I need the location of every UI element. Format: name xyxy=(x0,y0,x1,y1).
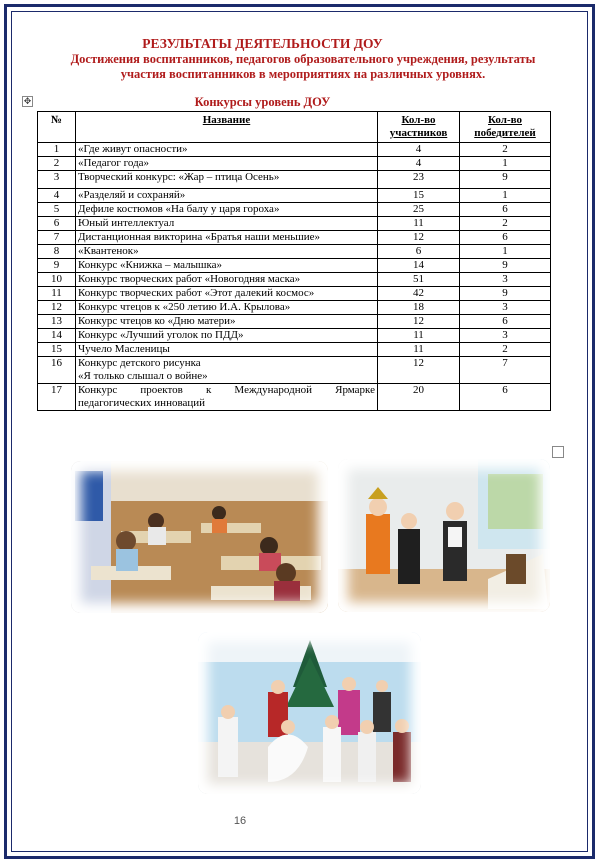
row-number: 14 xyxy=(38,329,76,343)
contest-name: «Педагог года» xyxy=(76,157,378,171)
table-row xyxy=(38,357,551,384)
winners-count: 3 xyxy=(460,273,551,287)
table-row xyxy=(38,384,551,411)
winners-count: 3 xyxy=(460,329,551,343)
contest-name: Юный интеллектуал xyxy=(76,217,378,231)
row-number: 1 xyxy=(38,143,76,157)
participants-count: 11 xyxy=(378,343,460,357)
participants-count: 11 xyxy=(378,217,460,231)
participants-count: 4 xyxy=(378,157,460,171)
table-row xyxy=(38,157,551,171)
row-number: 4 xyxy=(38,189,76,203)
row-number: 17 xyxy=(38,384,76,411)
column-header-name: Название xyxy=(76,112,378,143)
contest-name-cont: «Я только слышал о войне» xyxy=(78,370,208,382)
table-row xyxy=(38,259,551,273)
contest-name: Конкурс чтецов к «250 летию И.А. Крылова» xyxy=(76,301,378,315)
participants-count: 4 xyxy=(378,143,460,157)
participants-count: 51 xyxy=(378,273,460,287)
table-row xyxy=(38,273,551,287)
row-number: 16 xyxy=(38,357,76,384)
row-number: 7 xyxy=(38,231,76,245)
participants-count: 25 xyxy=(378,203,460,217)
contest-name: Чучело Масленицы xyxy=(76,343,378,357)
table-row xyxy=(38,203,551,217)
table-row xyxy=(38,301,551,315)
column-header-participants: Кол-во участников xyxy=(378,112,460,143)
winners-count: 1 xyxy=(460,245,551,259)
contest-name: Конкурс детского рисунка xyxy=(78,357,201,369)
table-resize-handle[interactable] xyxy=(552,446,564,458)
section-title: Конкурсы уровень ДОУ xyxy=(194,95,331,109)
contest-name: «Квантенок» xyxy=(76,245,378,259)
contest-name: Конкурс проектов к Международной Ярмарке xyxy=(78,384,375,396)
contest-name-cell xyxy=(76,384,378,411)
row-number: 6 xyxy=(38,217,76,231)
row-number: 5 xyxy=(38,203,76,217)
participants-count: 11 xyxy=(378,329,460,343)
contest-name: Конкурс творческих работ «Новогодняя маска» xyxy=(76,273,378,287)
table-body xyxy=(38,143,551,411)
participants-count: 20 xyxy=(378,384,460,411)
row-number: 2 xyxy=(38,157,76,171)
winners-count: 2 xyxy=(460,143,551,157)
subtitle-line: участия воспитанников в мероприятиях на различных уровнях. xyxy=(120,67,486,81)
column-header-winners: Кол-во победителей xyxy=(460,112,551,143)
row-number: 13 xyxy=(38,315,76,329)
column-header-number: № xyxy=(38,112,76,143)
page-number: 16 xyxy=(233,815,247,827)
row-number: 12 xyxy=(38,301,76,315)
participants-count: 23 xyxy=(378,171,460,189)
contest-name-cont: педагогических инноваций xyxy=(78,397,206,409)
winners-count: 1 xyxy=(460,157,551,171)
photo-vignette xyxy=(198,632,421,794)
document-subtitle xyxy=(36,52,570,82)
row-number: 15 xyxy=(38,343,76,357)
document-title: РЕЗУЛЬТАТЫ ДЕЯТЕЛЬНОСТИ ДОУ xyxy=(142,36,383,51)
photo-children-costumes xyxy=(338,459,550,612)
table-row xyxy=(38,217,551,231)
contest-name-cell xyxy=(76,357,378,384)
winners-count: 7 xyxy=(460,357,551,384)
contest-name: Дистанционная викторина «Братья наши меньшие» xyxy=(76,231,378,245)
photo-vignette xyxy=(338,459,550,612)
contest-name: Конкурс чтецов ко «Дню матери» xyxy=(76,315,378,329)
winners-count: 6 xyxy=(460,384,551,411)
winners-count: 2 xyxy=(460,217,551,231)
row-number: 11 xyxy=(38,287,76,301)
table-row xyxy=(38,231,551,245)
winners-count: 6 xyxy=(460,231,551,245)
row-number: 10 xyxy=(38,273,76,287)
row-number: 3 xyxy=(38,171,76,189)
row-number: 9 xyxy=(38,259,76,273)
contest-name: Конкурс «Лучший уголок по ПДД» xyxy=(76,329,378,343)
winners-count: 9 xyxy=(460,171,551,189)
contest-name: Творческий конкурс: «Жар – птица Осень» xyxy=(76,171,378,189)
winners-count: 2 xyxy=(460,343,551,357)
photo-children-at-desks xyxy=(71,461,328,613)
table-header-row xyxy=(38,112,551,143)
photo-vignette xyxy=(71,461,328,613)
table-row xyxy=(38,143,551,157)
table-row xyxy=(38,315,551,329)
winners-count: 1 xyxy=(460,189,551,203)
contest-name: «Где живут опасности» xyxy=(76,143,378,157)
table-row xyxy=(38,189,551,203)
photo-new-year-celebration xyxy=(198,632,421,794)
participants-count: 14 xyxy=(378,259,460,273)
table-row xyxy=(38,343,551,357)
participants-count: 42 xyxy=(378,287,460,301)
table-row xyxy=(38,329,551,343)
table-row xyxy=(38,171,551,189)
row-number: 8 xyxy=(38,245,76,259)
participants-count: 12 xyxy=(378,357,460,384)
participants-count: 12 xyxy=(378,315,460,329)
subtitle-line: Достижения воспитанников, педагогов образовательного учреждения, результаты xyxy=(70,52,536,66)
winners-count: 6 xyxy=(460,203,551,217)
winners-count: 9 xyxy=(460,259,551,273)
participants-count: 15 xyxy=(378,189,460,203)
participants-count: 18 xyxy=(378,301,460,315)
contest-name: Конкурс «Книжка – малышка» xyxy=(76,259,378,273)
table-move-handle-icon[interactable]: ✥ xyxy=(23,97,32,107)
winners-count: 3 xyxy=(460,301,551,315)
participants-count: 6 xyxy=(378,245,460,259)
contest-name: Дефиле костюмов «На балу у царя гороха» xyxy=(76,203,378,217)
contest-name: Конкурс творческих работ «Этот далекий космос» xyxy=(76,287,378,301)
participants-count: 12 xyxy=(378,231,460,245)
winners-count: 9 xyxy=(460,287,551,301)
table-row xyxy=(38,245,551,259)
winners-count: 6 xyxy=(460,315,551,329)
contests-table xyxy=(37,111,551,411)
table-row xyxy=(38,287,551,301)
contest-name: «Разделяй и сохраняй» xyxy=(76,189,378,203)
